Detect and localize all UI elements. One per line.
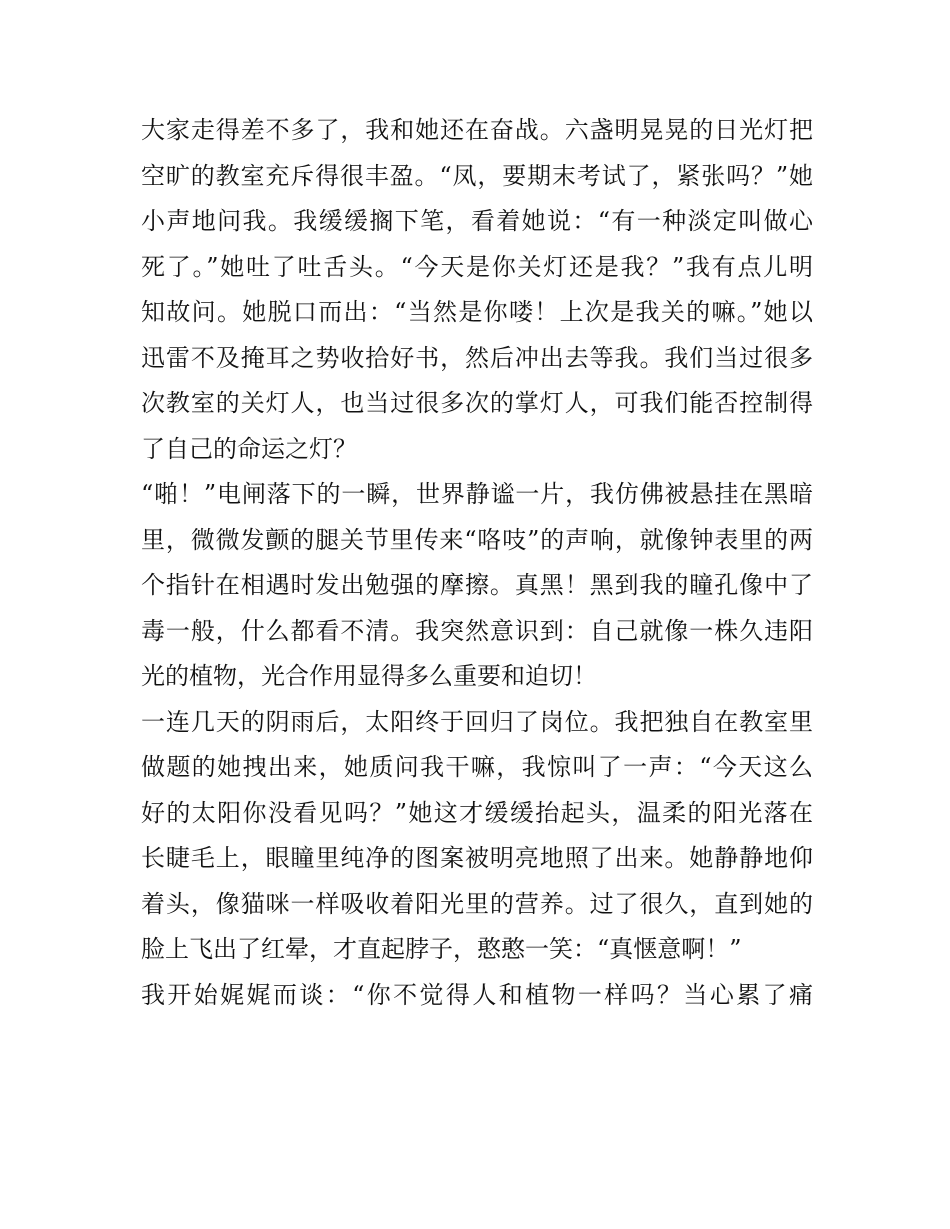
text-line: 光的植物，光合作用显得多么重要和迫切！ [141, 662, 597, 690]
text-line: 知故问。她脱口而出：“当然是你喽！上次是我关的嘛。”她以 [141, 298, 813, 326]
text-line: 小声地问我。我缓缓搁下笔，看着她说：“有一种淡定叫做心 [141, 207, 813, 235]
text-line: 空旷的教室充斥得很丰盈。“凤，要期末考试了，紧张吗？”她 [141, 161, 813, 190]
text-line: 长睫毛上，眼瞳里纯净的图案被明亮地照了出来。她静静地仰 [141, 844, 813, 872]
text-line: 好的太阳你没看见吗？”她这才缓缓抬起头，温柔的阳光落在 [141, 798, 813, 827]
text-line: 了自己的命运之灯？ [141, 434, 357, 463]
text-line: 死了。”她吐了吐舌头。“今天是你关灯还是我？”我有点儿明 [141, 252, 813, 281]
text-line: 里，微微发颤的腿关节里传来“咯吱”的声响，就像钟表里的两 [141, 525, 813, 554]
text-line: 迅雷不及掩耳之势收拾好书，然后冲出去等我。我们当过很多 [141, 343, 813, 372]
text-line: “啪！”电闸落下的一瞬，世界静谧一片，我仿佛被悬挂在黑暗 [141, 480, 813, 508]
text-line: 个指针在相遇时发出勉强的摩擦。真黑！黑到我的瞳孔像中了 [141, 571, 813, 599]
text-line: 我开始娓娓而谈：“你不觉得人和植物一样吗？当心累了痛 [141, 980, 813, 1009]
text-line: 一连几天的阴雨后，太阳终于回归了岗位。我把独自在教室里 [141, 707, 813, 736]
text-line: 次教室的关灯人，也当过很多次的掌灯人，可我们能否控制得 [141, 389, 813, 417]
text-line: 着头，像猫咪一样吸收着阳光里的营养。过了很久，直到她的 [141, 889, 813, 918]
text-line: 大家走得差不多了，我和她还在奋战。六盏明晃晃的日光灯把 [141, 116, 813, 144]
body-text [141, 108, 813, 1018]
text-line: 做题的她拽出来，她质问我干嘛，我惊叫了一声：“今天这么 [141, 753, 813, 781]
text-line: 毒一般，什么都看不清。我突然意识到：自己就像一株久违阳 [141, 616, 813, 645]
text-line: 脸上飞出了红晕，才直起脖子，憨憨一笑：“真惬意啊！” [141, 935, 742, 963]
